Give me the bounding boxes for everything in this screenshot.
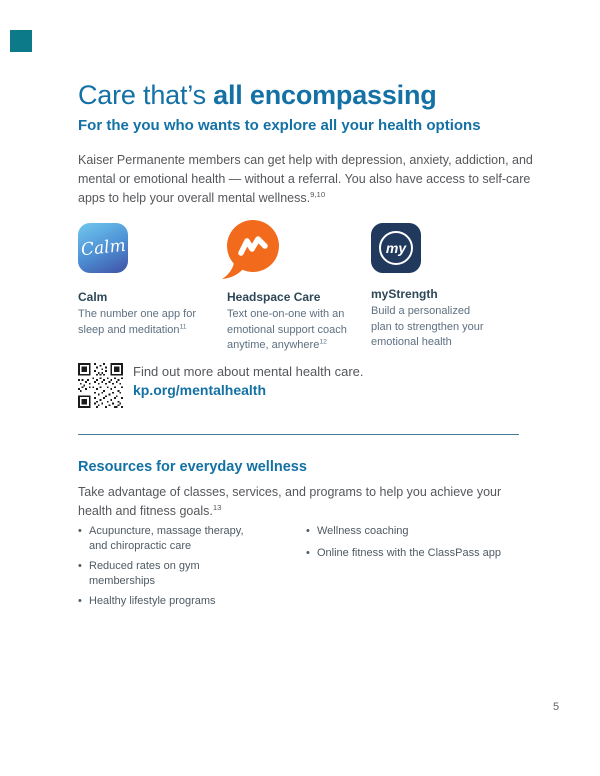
mental-health-link[interactable]: kp.org/mentalhealth (133, 382, 267, 398)
headspace-care-app-icon (220, 219, 282, 279)
list-item: • Wellness coaching (306, 524, 511, 539)
page-title-bold: all encompassing (213, 80, 437, 110)
list-item: • Acupuncture, massage therapy, and chiropractic care (78, 524, 256, 554)
intro-paragraph: Kaiser Permanente members can get help with depression, anxiety, addiction, and mental or emotional health — without a referral. You also have access to self-care apps to help your overall mental wellness.$^{9,10}$ (78, 153, 533, 205)
qr-caption: Find out more about mental health care. (133, 364, 364, 379)
list-item: • Online fitness with the ClassPass app (306, 546, 511, 561)
resources-bullet-list-left (78, 524, 256, 614)
app-description-mystrength: Build a personalized plan to strengthen your emotional health (371, 305, 484, 348)
footnote-marker: 12 (319, 338, 327, 346)
footnote-marker: 9,10 (310, 189, 326, 199)
page-number: 5 (553, 701, 560, 713)
mystrength-icon-ring (379, 231, 413, 265)
app-description-calm: The number one app for sleep and meditation$^{11}$ (78, 308, 197, 336)
page-title (78, 80, 437, 111)
page-subtitle: For the you who wants to explore all your health options (78, 117, 481, 134)
app-name-calm: Calm (78, 290, 108, 304)
list-item: • Healthy lifestyle programs (78, 594, 256, 609)
footnote-marker: 13 (212, 502, 222, 512)
list-item: • Reduced rates on gym memberships (78, 559, 256, 589)
resources-bullet-list-right (306, 524, 511, 568)
section-divider (78, 434, 519, 435)
app-description-headspace-care: Text one-on-one with an emotional support coach anytime, anywhere$^{12}$ (227, 308, 347, 351)
qr-code-icon (78, 363, 123, 408)
resources-paragraph: Take advantage of classes, services, and programs to help you achieve your health and fitness goals.$^{13}$ (78, 485, 502, 518)
speech-bubble-icon (220, 219, 282, 279)
resources-heading: Resources for everyday wellness (78, 459, 307, 475)
page-corner-marker (10, 30, 32, 52)
page-title-regular: Care that’s (78, 80, 214, 110)
app-name-headspace-care: Headspace Care (227, 290, 321, 304)
app-name-mystrength: myStrength (371, 287, 438, 301)
qr-code (78, 363, 123, 408)
calm-app-icon (78, 223, 128, 273)
calm-icon-wordmark: Calm (79, 235, 127, 261)
mystrength-app-icon (371, 223, 421, 273)
mystrength-icon-wordmark: my (385, 240, 407, 256)
footnote-marker: 11 (179, 322, 187, 330)
